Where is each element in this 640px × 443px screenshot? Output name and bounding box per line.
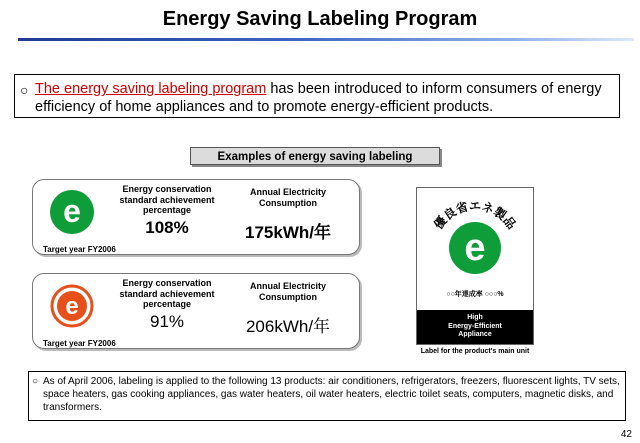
- label-example-card: [32, 273, 360, 349]
- label-line-efficient: Energy-Efficient: [448, 322, 502, 330]
- achievement-value: 108%: [145, 218, 189, 237]
- title-divider: [18, 38, 634, 41]
- program-link[interactable]: The energy saving labeling program: [35, 81, 267, 97]
- label-achievement-text: ○○年達成率 ○○○%: [446, 291, 504, 298]
- label-top-text: 優良省エネ製品: [431, 199, 519, 232]
- products-note-box: [28, 371, 626, 421]
- energy-saving-orange-logo-icon: [49, 283, 95, 329]
- label-example-card: [32, 179, 360, 255]
- energy-saving-green-logo-icon: [49, 189, 95, 235]
- products-note-text: As of April 2006, labeling is applied to the following 13 products: air conditioners, refrigerators, freezers, fluorescent lights, TV sets, space heaters, gas cooking appliances, gas water heaters, oil water heaters, electric toilet seats, computers, magnetic disks, and transformers.: [43, 376, 620, 413]
- consumption-header: Annual Electricity Consumption: [249, 187, 327, 208]
- target-year: Target year FY2006: [43, 339, 116, 348]
- green-e-mark-icon: [417, 188, 533, 288]
- achievement-value: 91%: [149, 312, 185, 331]
- intro-text: has been introduced to inform consumers of energy efficiency of home appliances and to promote energy-efficient products.: [35, 81, 602, 115]
- page-number: 42: [620, 429, 632, 440]
- intro-bullet: ○: [20, 82, 29, 98]
- label-black-band: [417, 310, 533, 344]
- page-title: Energy Saving Labeling Program: [162, 8, 478, 30]
- consumption-header: Annual Electricity Consumption: [249, 281, 327, 302]
- label-line-appliance: Appliance: [458, 331, 492, 338]
- svg-text:e: e: [464, 227, 486, 269]
- achievement-header: Energy conservation standard achievement percentage: [119, 184, 215, 215]
- consumption-value: 175kWh/年: [245, 223, 331, 242]
- label-line-high: High: [467, 314, 483, 321]
- svg-text:e: e: [63, 193, 81, 229]
- intro-box: [14, 74, 620, 118]
- product-main-label: [416, 187, 534, 345]
- consumption-value: 206kWh/年: [245, 317, 331, 336]
- label-caption: Label for the product's main unit: [420, 348, 530, 355]
- products-note-bullet: ○: [32, 376, 39, 387]
- target-year: Target year FY2006: [43, 245, 116, 254]
- achievement-header: Energy conservation standard achievement percentage: [119, 278, 215, 309]
- svg-text:e: e: [65, 293, 79, 320]
- examples-label: Examples of energy saving labeling: [190, 147, 440, 165]
